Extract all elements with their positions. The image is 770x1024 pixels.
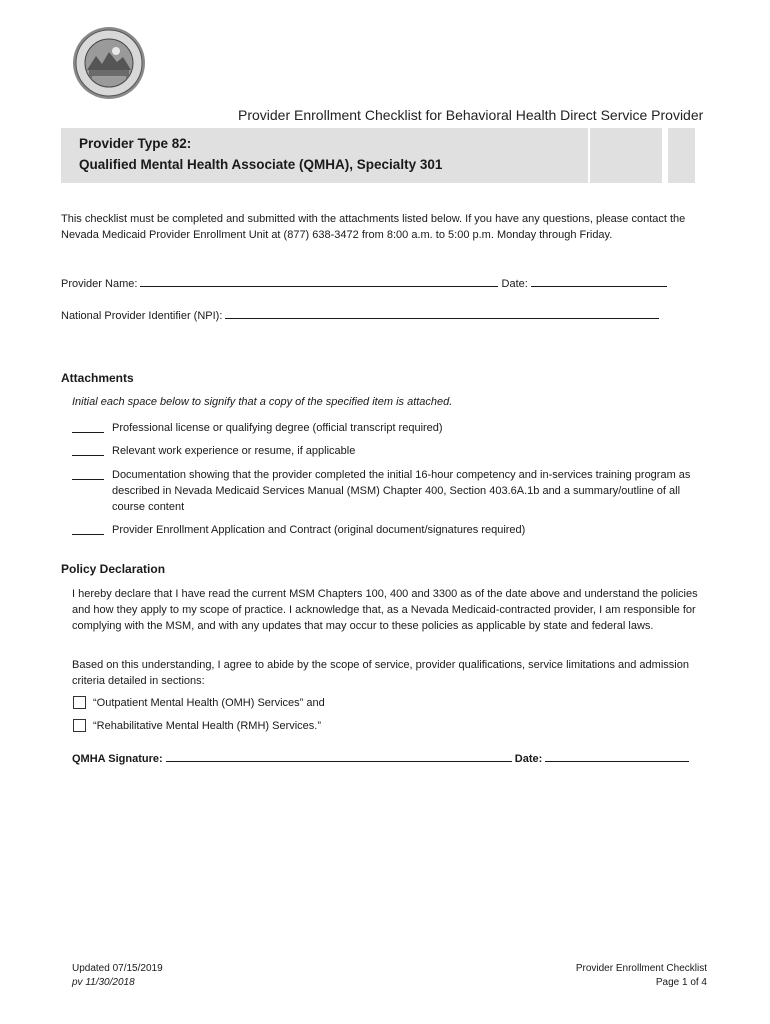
document-title: Provider Enrollment Checklist for Behavioral Health Direct Service Provider — [238, 107, 704, 123]
npi-field[interactable] — [225, 307, 659, 319]
policy-paragraph: Based on this understanding, I agree to abide by the scope of service, provider qualifications, service limitations and admission criteria detailed in sections: — [72, 659, 689, 687]
signature-date-field[interactable] — [545, 750, 689, 762]
policy-heading: Policy Declaration — [61, 562, 166, 576]
state-seal-logo — [72, 26, 146, 100]
header-banner-side — [590, 128, 662, 183]
omh-checkbox[interactable] — [73, 696, 86, 709]
provider-name-row — [61, 275, 667, 290]
footer-right — [576, 962, 707, 990]
intro-paragraph: This checklist must be completed and submitted with the attachments listed below. If you have any questions, please contact the Nevada Medicaid Provider Enrollment Unit at (877) 638-3472 from 8:00 a.m. to 5:00 p.m. Monday through Friday. — [61, 213, 686, 241]
page-number: Page 1 of 4 — [655, 977, 707, 988]
attachments-instruction: Initial each space below to signify that a copy of the specified item is attached. — [72, 396, 453, 408]
rmh-checkbox[interactable] — [73, 719, 86, 732]
omh-option-label: “Outpatient Mental Health (OMH) Services” and — [93, 697, 325, 709]
provider-name-label: Provider Name: — [61, 278, 138, 290]
footer-doc-name: Provider Enrollment Checklist — [575, 963, 707, 974]
initial-field[interactable] — [72, 467, 104, 485]
initial-field[interactable] — [72, 443, 104, 461]
provider-specialty-heading: Qualified Mental Health Associate (QMHA), Specialty 301 — [79, 157, 443, 172]
header-banner-side — [668, 128, 695, 183]
signature-row — [72, 750, 689, 765]
footer-left — [72, 962, 163, 990]
initial-field[interactable] — [72, 420, 104, 438]
previous-version: pv 11/30/2018 — [72, 977, 135, 988]
attachment-item: Relevant work experience or resume, if applicable — [112, 445, 356, 457]
date-label: Date: — [501, 278, 528, 290]
provider-name-field[interactable] — [140, 275, 498, 287]
provider-type-heading: Provider Type 82: — [79, 136, 192, 151]
attachment-item: Professional license or qualifying degree (official transcript required) — [112, 422, 443, 434]
date-field[interactable] — [531, 275, 667, 287]
policy-paragraph: I hereby declare that I have read the current MSM Chapters 100, 400 and 3300 as of the date above and understand the policies and how they apply to my scope of practice. I acknowledge that, as a Nevada Medicaid-contracted provider, I am responsible for complying with the MSM, and with any updates that may occur to these policies as applicable by state and federal laws. — [72, 588, 698, 632]
rmh-option-label: “Rehabilitative Mental Health (RMH) Services.” — [93, 720, 322, 732]
attachment-item: Provider Enrollment Application and Contract (original document/signatures required) — [112, 524, 526, 536]
attachments-heading: Attachments — [61, 371, 134, 385]
signature-field[interactable] — [166, 750, 512, 762]
npi-row — [61, 307, 659, 322]
updated-date: Updated 07/15/2019 — [72, 963, 163, 974]
signature-date-label: Date: — [514, 753, 543, 765]
initial-field[interactable] — [72, 522, 104, 540]
signature-label: QMHA Signature: — [72, 753, 163, 765]
npi-label: National Provider Identifier (NPI): — [61, 310, 223, 322]
attachment-item: Documentation showing that the provider completed the initial 16-hour competency and in-services training program as described in Nevada Medicaid Services Manual (MSM) Chapter 400, Section 403.6A.1b and a summary/outline of all course content — [112, 469, 691, 513]
